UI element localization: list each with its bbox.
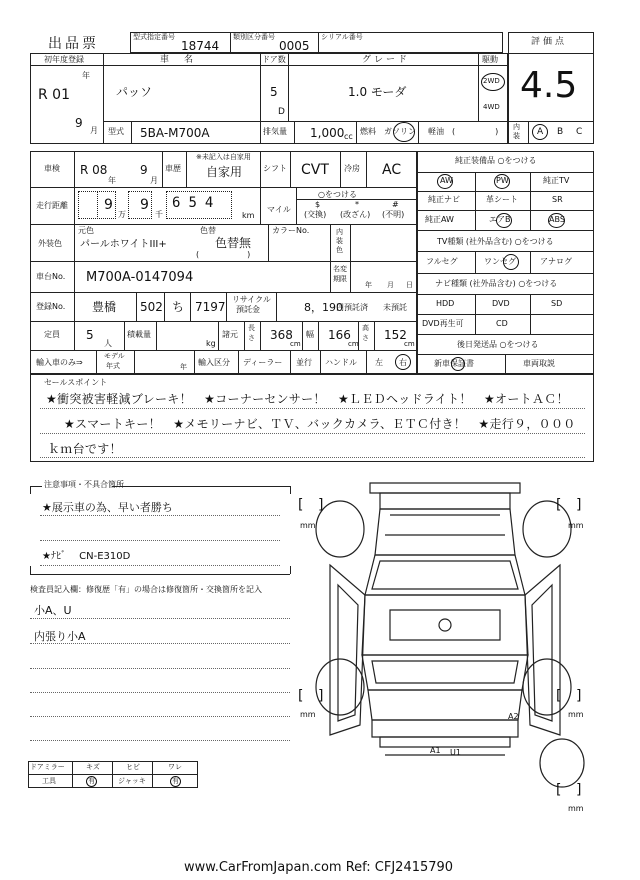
notes-line-3: ★ﾅﾋﾞ CN-E310D — [42, 551, 131, 562]
import-label: 輸入車のみ⇒ — [36, 358, 83, 367]
reg-area: 豊橋 — [92, 300, 117, 314]
sales-point-line-3: ｋｍ台です！ — [48, 442, 122, 456]
fuel-label: 燃料 — [360, 127, 376, 136]
inspection-value: R 08 — [80, 163, 108, 177]
class-code-label: 類別区分番号 — [233, 33, 275, 41]
color-no-label: カラーNo. — [272, 226, 310, 235]
drive-label: 駆動 — [482, 55, 498, 64]
recycle-amount: 8，190 — [304, 301, 343, 314]
ac-label: 冷房 — [344, 164, 360, 173]
capacity-label: 定員 — [44, 330, 60, 339]
tv-oneseg: ワンセグ — [484, 257, 516, 266]
first-reg-era: R 01 — [38, 87, 70, 103]
navi-dvd: DVD — [492, 299, 510, 308]
tv-title: TV種類 (社外品含む) ○をつける — [437, 237, 554, 246]
chassis-number: M700A-0147094 — [86, 270, 194, 285]
footer-reference: www.CarFromJapan.com Ref: CFJ2415790 — [184, 860, 454, 875]
equip-abs: ABS — [549, 215, 565, 224]
chassis-label: 車台No. — [36, 272, 66, 281]
equip-leather: 革シート — [486, 195, 518, 204]
width: 166 — [328, 328, 351, 342]
displacement: 1,000 — [310, 126, 345, 140]
interior-a: A — [537, 127, 544, 137]
diagram-mark-u1: U1 — [450, 748, 461, 757]
notes-label: 注意事項・不具合箇所 — [44, 480, 124, 489]
interior-b: B — [557, 127, 564, 137]
original-color: パールホワイトIII+ — [80, 239, 167, 250]
sales-point-line-1: ★衝突被害軽減ブレーキ！ ★コーナーセンサー！ ★ＬＥＤヘッドライト！ ★オートＡＣ！ — [46, 392, 569, 406]
mileage-label: 走行距離 — [36, 201, 68, 210]
docs-warranty: 新車保証書 — [434, 359, 474, 368]
mileage-digits: 654 — [172, 195, 222, 211]
mileage-man-digit: 9 — [140, 197, 149, 213]
docs-manual: 車両取説 — [523, 359, 555, 368]
inspector-line-2: 内張り小A — [34, 630, 86, 643]
doors-label: ドア数 — [262, 55, 286, 64]
displacement-label: 排気量 — [263, 127, 287, 136]
navi-title: ナビ種類 (社外品含む) ○をつける — [435, 279, 558, 288]
navi-hdd: HDD — [436, 299, 455, 308]
notes-line-1: ★展示車の為、早い者勝ち — [42, 501, 173, 514]
height: 152 — [384, 328, 407, 342]
capacity: 5 — [86, 328, 94, 342]
equip-pw: PW — [496, 176, 509, 185]
serial-label: シリアル番号 — [321, 33, 363, 41]
class-code-value: 0005 — [279, 39, 310, 53]
inspector-label: 検査員記入欄：修復歴「有」の場合は修復箇所・交換箇所を記入 — [30, 585, 262, 594]
diagram-mark-a1: A1 — [430, 746, 441, 755]
reg-kana: ち — [172, 300, 185, 314]
sales-point-line-2: ★スマートキー！ ★メモリーナビ、ＴＶ、バックカメラ、ＥＴＣ付き！ ★走行９，０００ — [64, 417, 576, 431]
diagram-mark-a2: A2 — [508, 712, 519, 721]
shift-label: シフト — [263, 164, 287, 173]
navi-sd: SD — [551, 299, 563, 308]
doors-value: 5 — [270, 85, 278, 99]
equip-aw: AW — [440, 176, 453, 185]
equip-navi: 純正ナビ — [428, 195, 460, 204]
inspection-label: 車検 — [44, 164, 60, 173]
length: 368 — [270, 328, 293, 342]
navi-cd: CD — [496, 319, 508, 328]
factory-equipment-title: 純正装備品 ○をつける — [455, 156, 537, 165]
reg-label: 登録No. — [36, 302, 66, 311]
first-reg-month: 9 — [75, 116, 83, 130]
model-code-label: 型式指定番号 — [133, 33, 175, 41]
model-code-value: 18744 — [181, 39, 220, 53]
fuel-gasoline: ガソリン — [384, 127, 416, 136]
exterior-color-label: 外装色 — [38, 239, 62, 248]
handle-right: 右 — [399, 358, 407, 367]
model-type: 5BA-M700A — [140, 126, 210, 140]
tv-fullseg: フルセグ — [426, 257, 458, 266]
first-reg-label: 初年度登録 — [44, 55, 84, 64]
sheet-title: 出品票 — [48, 36, 99, 52]
shift-value: CVT — [301, 162, 329, 178]
ac-value: AC — [382, 162, 402, 178]
reg-class: 502 — [140, 300, 163, 314]
tv-analog: アナログ — [540, 257, 572, 266]
grade-value: 1.0 モーダ — [348, 85, 407, 99]
equip-sr: SR — [552, 195, 563, 204]
inspection-month: 9 — [140, 163, 148, 177]
color-change: 色替無 — [215, 236, 252, 250]
mile-label: マイル — [267, 205, 291, 214]
fuel-diesel: 軽油 — [428, 127, 444, 136]
history-label: 車歴 — [165, 164, 181, 173]
car-damage-diagram — [290, 475, 600, 815]
inspector-line-1: 小A、U — [34, 604, 72, 617]
navi-dvd-play: DVD再生可 — [422, 319, 464, 328]
equip-airbag: エアB — [489, 215, 511, 224]
mileage-man: 9 — [104, 197, 113, 213]
reg-number: 7197 — [195, 300, 226, 314]
rating-label: 評価点 — [531, 37, 568, 47]
car-name-label: 車 名 — [160, 55, 197, 65]
door-type: D — [278, 107, 285, 117]
sales-points-label: セールスポイント — [44, 378, 108, 387]
equip-tv: 純正TV — [543, 176, 570, 185]
drive-4wd: 4WD — [483, 103, 500, 111]
drive-2wd: 2WD — [483, 77, 500, 85]
history-value: 自家用 — [206, 165, 243, 179]
model-type-label: 型式 — [108, 127, 124, 136]
grade-label: グレード — [362, 55, 411, 65]
interior-c: C — [576, 127, 583, 137]
car-name: パッソ — [116, 85, 153, 99]
rating-value: 4.5 — [520, 65, 578, 106]
docs-title: 後日発送品 ○をつける — [457, 340, 539, 349]
equip-factory-aw: 純正AW — [425, 215, 454, 224]
